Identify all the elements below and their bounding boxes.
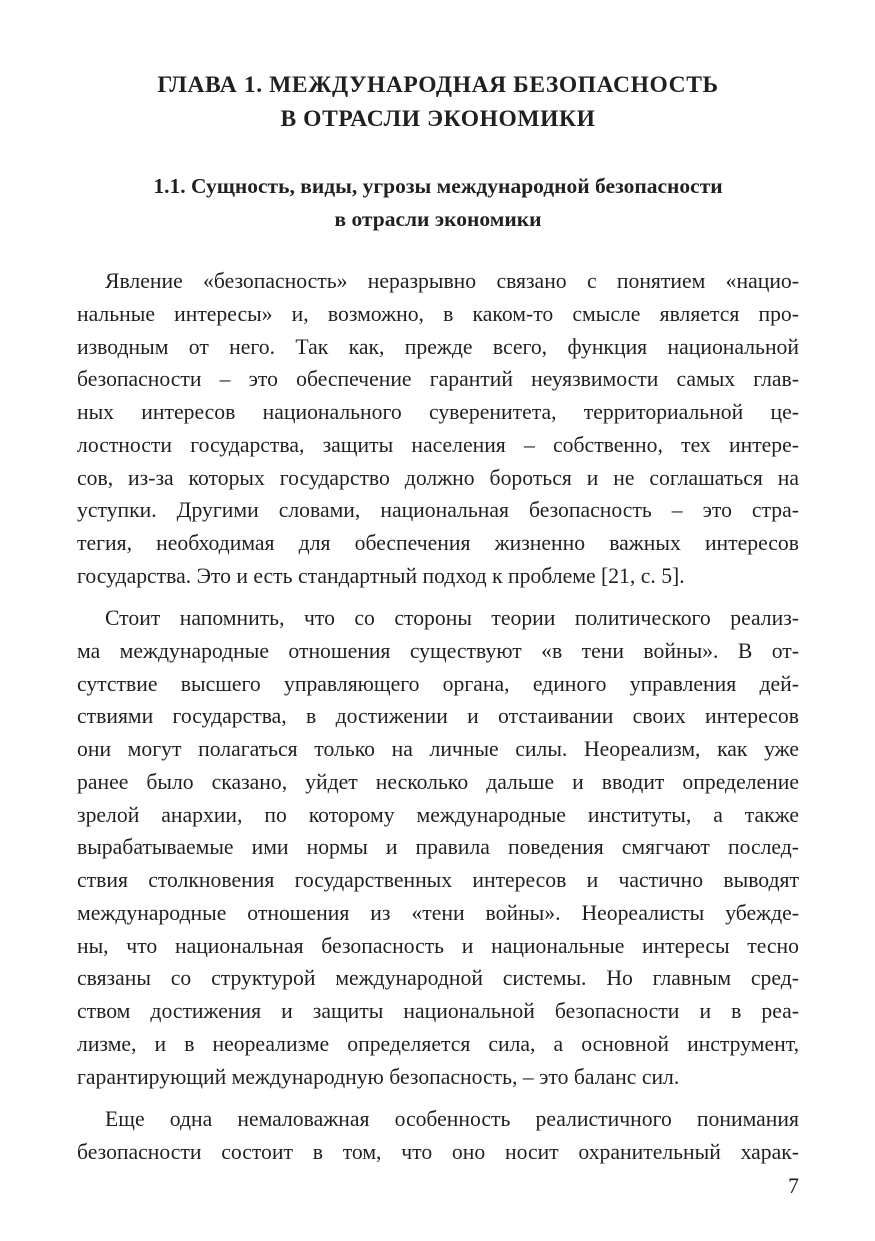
paragraph	[77, 602, 799, 1093]
text-line: нальные интересы» и, возможно, в каком-то смысле является про-	[77, 301, 799, 326]
text-line: вырабатываемые ими нормы и правила поведения смягчают послед-	[77, 835, 799, 860]
paragraph	[77, 1103, 799, 1169]
text-line: лостности государства, защиты населения – собственно, тех интере-	[77, 432, 799, 457]
chapter-title-line: ГЛАВА 1. МЕЖДУНАРОДНАЯ БЕЗОПАСНОСТЬ	[157, 72, 719, 98]
section-title-line: 1.1. Сущность, виды, угрозы международной безопасности	[153, 174, 723, 198]
text-line: ством достижения и защиты национальной безопасности и в реа-	[77, 999, 799, 1023]
book-page	[77, 0, 799, 1241]
text-line: ма международные отношения существуют «в тени войны». В от-	[77, 638, 799, 663]
text-line: сов, из-за которых государство должно бороться и не соглашаться на	[77, 465, 799, 490]
text-line: международные отношения из «тени войны». Неореалисты убежде-	[77, 900, 799, 925]
text-line: ствия столкновения государственных интересов и частично выводят	[77, 868, 799, 892]
chapter-title	[77, 68, 799, 136]
text-line: безопасности состоит в том, что оно носит охранительный харак-	[77, 1139, 799, 1164]
text-line: они могут полагаться только на личные силы. Неореализм, как уже	[77, 737, 799, 761]
text-line: ных интересов национального суверенитета, территориальной це-	[77, 400, 799, 424]
text-line: Стоит напомнить, что со стороны теории политического реализ-	[105, 606, 799, 630]
page-number: 7	[788, 1173, 799, 1198]
text-line: уступки. Другими словами, национальная безопасность – это стра-	[77, 498, 799, 523]
text-line: связаны со структурой международной системы. Но главным сред-	[77, 966, 799, 991]
text-line: Еще одна немаловажная особенность реалистичного понимания	[105, 1106, 799, 1131]
text-line: ствиями государства, в достижении и отстаивании своих интересов	[77, 704, 799, 729]
text-line: тегия, необходимая для обеспечения жизненно важных интересов	[77, 531, 799, 555]
text-line: лизме, и в неореализме определяется сила, а основной инструмент,	[77, 1031, 799, 1056]
chapter-title-line: В ОТРАСЛИ ЭКОНОМИКИ	[280, 106, 596, 132]
body-text	[77, 265, 799, 1178]
text-line: изводным от него. Так как, прежде всего, функция национальной	[77, 334, 799, 359]
section-title	[77, 170, 799, 235]
section-title-line: в отрасли экономики	[334, 206, 542, 231]
text-line: гарантирующий международную безопасность, – это баланс сил.	[77, 1064, 680, 1089]
text-line: Явление «безопасность» неразрывно связано с понятием «нацио-	[105, 269, 799, 293]
text-line: сутствие высшего управляющего органа, единого управления дей-	[77, 671, 799, 696]
text-line: государства. Это и есть стандартный подход к проблеме [21, с. 5].	[77, 563, 685, 588]
text-line: ны, что национальная безопасность и национальные интересы тесно	[77, 933, 799, 958]
paragraph	[77, 265, 799, 593]
text-line: зрелой анархии, по которому международные институты, а также	[77, 802, 799, 827]
text-line: безопасности – это обеспечение гарантий неуязвимости самых глав-	[77, 367, 799, 392]
text-line: ранее было сказано, уйдет несколько дальше и вводит определение	[77, 769, 799, 794]
